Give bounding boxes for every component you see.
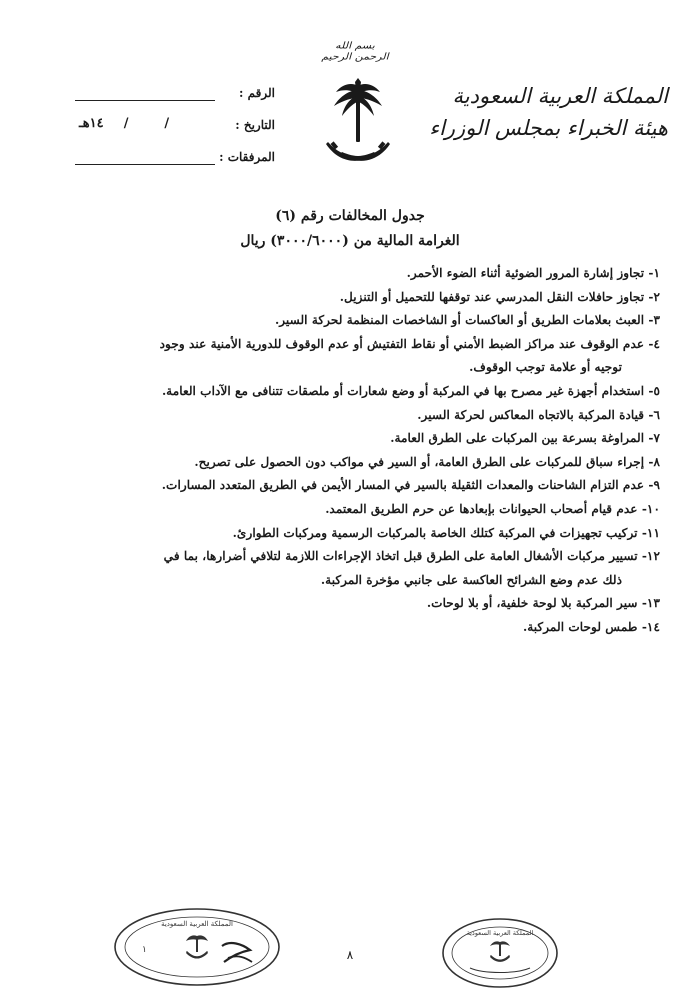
reference-fields <box>75 82 275 178</box>
list-item: ٢- تجاوز حافلات النقل المدرسي عند توقفها للتحميل أو التنزيل. <box>339 289 660 304</box>
saudi-emblem-icon <box>322 78 394 174</box>
attachments-label: المرفقات : <box>219 150 275 164</box>
list-item-continuation: ذلك عدم وضع الشرائح العاكسة على جانبي مؤخرة المركبة. <box>320 572 622 587</box>
list-item: ١٤- طمس لوحات المركبة. <box>522 619 660 634</box>
svg-text:١: ١ <box>142 945 147 955</box>
basmala: بسم الله الرحمن الرحيم <box>321 39 389 63</box>
date-label: التاريخ : <box>235 118 275 132</box>
list-item: ١١- تركيب تجهيزات في المركبة كتلك الخاصة بالمركبات الرسمية ومركبات الطوارئ. <box>232 525 660 540</box>
date-slots: ١٤هـ / / <box>79 116 170 131</box>
attachments-row <box>75 146 275 178</box>
org-line-authority: هيئة الخبراء بمجلس الوزراء <box>429 116 668 140</box>
list-item: ٦- قيادة المركبة بالاتجاه المعاكس لحركة السير. <box>417 407 660 422</box>
list-item: ١- تجاوز إشارة المرور الضوئية أثناء الضوء الأحمر. <box>406 266 660 280</box>
ref-number-line <box>75 100 215 101</box>
list-item: ٧- المراوغة بسرعة بين المركبات على الطرق العامة. <box>390 431 660 446</box>
list-item: ٩- عدم التزام الشاحنات والمعدات الثقيلة بالسير في المسار الأيمن في الطريق المتعدد المسارات. <box>161 478 660 493</box>
attachments-line <box>75 164 215 165</box>
list-item: ١٣- سير المركبة بلا لوحة خلفية، أو بلا لوحات. <box>426 596 660 611</box>
ref-number-label: الرقم : <box>239 86 275 100</box>
list-item-continuation: توجيه أو علامة توجب الوقوف. <box>469 360 622 375</box>
violations-list <box>82 262 660 640</box>
list-item: ٤- عدم الوقوف عند مراكز الضبط الأمني أو نقاط التفتيش أو عدم الوقوف للدورية الأمنية عند وجود <box>159 336 660 351</box>
list-item: ٣- العبث بعلامات الطريق أو العاكسات أو الشاخصات المنظمة لحركة السير. <box>274 313 660 328</box>
list-item: ٨- إجراء سباق للمركبات على الطرق العامة، أو السير في مواكب دون الحصول على تصريح. <box>194 454 660 469</box>
svg-text:المملكة العربية السعودية: المملكة العربية السعودية <box>466 929 534 937</box>
org-line-kingdom: المملكة العربية السعودية <box>452 84 668 108</box>
official-stamp-left <box>112 906 282 988</box>
svg-text:المملكة العربية السعودية: المملكة العربية السعودية <box>161 920 233 928</box>
page-title: جدول المخالفات رقم (٦) <box>275 208 425 224</box>
page-number: ٨ <box>346 948 354 962</box>
list-item: ١٢- تسيير مركبات الأشغال العامة على الطرق قبل اتخاذ الإجراءات اللازمة لتلافي أضرارها، بما في <box>163 549 660 564</box>
list-item: ٥- استخدام أجهزة غير مصرح بها في المركبة أو وضع شعارات أو ملصقات تتنافى مع الآداب العامة. <box>161 383 660 398</box>
ref-number-row <box>75 82 275 114</box>
date-year-suffix: ١٤هـ <box>79 116 104 131</box>
list-item: ١٠- عدم قيام أصحاب الحيوانات بإبعادها عن حرم الطريق المعتمد. <box>325 501 660 516</box>
organization-header <box>429 80 668 144</box>
date-row <box>75 114 275 146</box>
official-stamp-right <box>440 916 560 990</box>
page-subtitle: الغرامة المالية من (٣٠٠٠/٦٠٠٠) ريال <box>240 233 460 249</box>
